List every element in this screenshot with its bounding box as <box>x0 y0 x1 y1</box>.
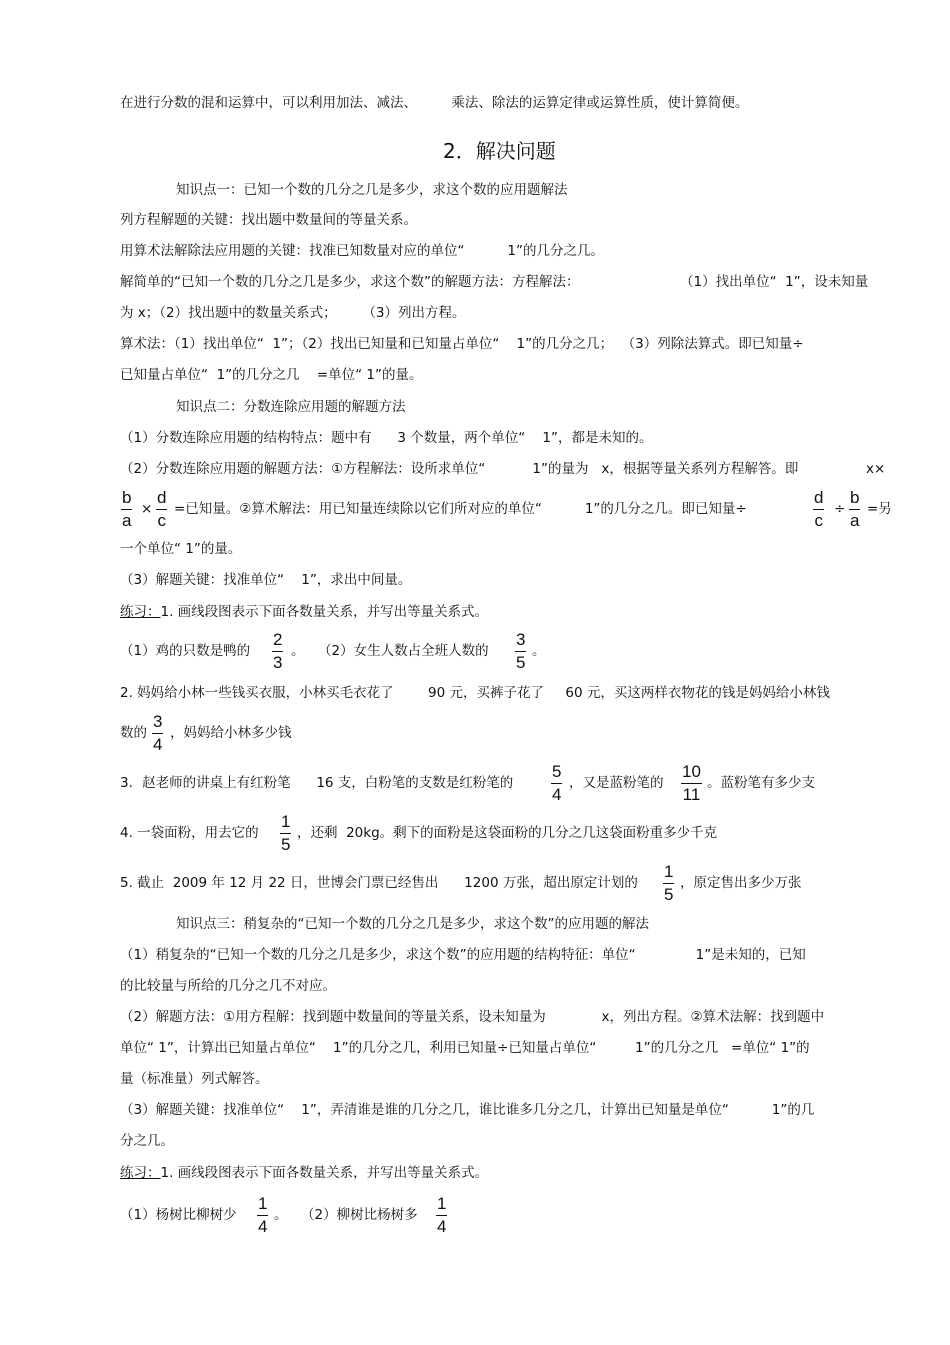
section-title: 2．解决问题 <box>443 139 556 163</box>
kp2-line3a: =已知量。②算术解法：用已知量连续除以它们所对应的单位“ 1”的几分之几。即已知量÷ <box>174 501 747 517</box>
kp2-line4: 一个单位“ 1”的量。 <box>120 541 242 557</box>
fraction-10-11 <box>681 762 702 805</box>
fraction-numerator: 2 <box>273 630 283 649</box>
fraction-numerator: 3 <box>516 630 526 649</box>
fraction-1-4-b <box>436 1194 447 1237</box>
intro-text: 在进行分数的混和运算中，可以利用加法、减法、 乘法、除法的运算定律或运算性质，使计算简便。 <box>120 95 749 111</box>
fraction-denominator: 3 <box>273 653 283 672</box>
problem5-text-a: 5. 截止 2009 年 12 月 22 日，世博会门票已经售出 1200 万张，超出原定计划的 <box>120 875 638 891</box>
fraction-numerator: 1 <box>281 812 291 831</box>
ex1-q1-end: 。 <box>291 643 305 659</box>
divide-sign: ÷ <box>834 501 846 517</box>
kp1-heading: 知识点一：已知一个数的几分之几是多少，求这个数的应用题解法 <box>176 182 568 198</box>
fraction-denominator: 4 <box>153 735 163 754</box>
fraction-numerator: 10 <box>682 762 701 781</box>
fraction-denominator: 5 <box>281 835 291 854</box>
fraction-5-4 <box>551 762 562 805</box>
fraction-b-over-a-2 <box>849 488 860 531</box>
kp2-line5: （3）解题关键：找准单位“ 1”，求出中间量。 <box>120 572 412 588</box>
fraction-1-5-b <box>663 862 674 905</box>
fraction-numerator: 1 <box>437 1194 447 1213</box>
fraction-denominator: 5 <box>664 885 674 904</box>
exercise1-header: 练习：1. 画线段图表示下面各数量关系，并写出等量关系式。 <box>120 604 489 620</box>
ex1-q2-text: （2）女生人数占全班人数的 <box>318 643 489 659</box>
fraction-denominator: 11 <box>682 785 701 804</box>
kp2-line2a: （2）分数连除应用题的解题方法：①方程解法：设所求单位“ 1”的量为 x，根据等量关系列方程解答。即 <box>120 461 799 477</box>
fraction-d-over-c <box>156 488 167 531</box>
fraction-numerator: d <box>157 488 167 507</box>
fraction-1-5 <box>280 812 291 855</box>
kp1-line4: 为 x；（2）找出题中的数量关系式； （3）列出方程。 <box>120 305 466 321</box>
fraction-numerator: 3 <box>153 712 163 731</box>
fraction-denominator: 5 <box>516 653 526 672</box>
kp3-heading: 知识点三：稍复杂的“已知一个数的几分之几是多少，求这个数”的应用题的解法 <box>176 916 649 932</box>
problem4-text-a: 4. 一袋面粉，用去它的 <box>120 825 259 841</box>
kp2-line3b: =另 <box>867 501 892 517</box>
kp2-heading: 知识点二：分数连除应用题的解题方法 <box>176 399 406 415</box>
problem5-text-b: ，原定售出多少万张 <box>680 875 802 891</box>
exercise2-header: 练习：1. 画线段图表示下面各数量关系，并写出等量关系式。 <box>120 1165 489 1181</box>
kp3-line2: 的比较量与所给的几分之几不对应。 <box>120 978 336 994</box>
ex1-q2-end: 。 <box>532 643 546 659</box>
kp1-line6: 已知量占单位“ 1”的几分之几 =单位“ 1”的量。 <box>120 367 423 383</box>
problem3-text-a: 3．赵老师的讲桌上有红粉笔 16 支，白粉笔的支数是红粉笔的 <box>120 775 514 791</box>
kp1-line2: 用算术法解除法应用题的关键：找准已知数量对应的单位“ 1”的几分之几。 <box>120 243 604 259</box>
problem2-line2a: 数的 <box>120 725 147 741</box>
fraction-denominator: c <box>814 511 823 530</box>
kp3-line5: 量（标准量）列式解答。 <box>120 1071 269 1087</box>
fraction-numerator: 1 <box>258 1194 268 1213</box>
ex2-q1-text: （1）杨树比柳树少 <box>120 1207 237 1223</box>
fraction-b-over-a <box>121 488 132 531</box>
fraction-denominator: a <box>122 511 132 530</box>
kp3-line1: （1）稍复杂的“已知一个数的几分之几是多少，求这个数”的应用题的结构特征：单位“ 1”是未知的，已知 <box>120 947 806 963</box>
fraction-numerator: 5 <box>552 762 562 781</box>
kp1-line3a: 解简单的“已知一个数的几分之几是多少，求这个数”的解题方法：方程解法： <box>120 274 580 290</box>
fraction-numerator: b <box>122 488 132 507</box>
kp2-line2b: x× <box>866 461 886 477</box>
kp3-line7: 分之几。 <box>120 1133 174 1149</box>
fraction-numerator: 1 <box>664 862 674 881</box>
problem4-text-b: ，还剩 20kg。剩下的面粉是这袋面粉的几分之几这袋面粉重多少千克 <box>297 825 718 841</box>
fraction-denominator: 4 <box>437 1217 447 1236</box>
fraction-denominator: 4 <box>552 785 562 804</box>
problem3-text-c: 。蓝粉笔有多少支 <box>707 775 815 791</box>
fraction-3-4 <box>152 712 163 755</box>
ex1-q1-text: （1）鸡的只数是鸭的 <box>120 643 251 659</box>
fraction-1-4 <box>257 1194 268 1237</box>
problem2-line1: 2. 妈妈给小林一些钱买衣服，小林买毛衣花了 90 元，买裤子花了 60 元，买这两样衣物花的钱是妈妈给小林钱 <box>120 685 830 701</box>
kp1-line5: 算术法：（1）找出单位“ 1”；（2）找出已知量和已知量占单位“ 1”的几分之几； （3）列除法算式。即已知量÷ <box>120 336 804 352</box>
kp3-line4: 单位“ 1”，计算出已知量占单位“ 1”的几分之几，利用已知量÷已知量占单位“ 1”的几分之几 =单位“ 1”的 <box>120 1040 810 1056</box>
fraction-2-3 <box>272 630 283 673</box>
fraction-denominator: a <box>850 511 860 530</box>
fraction-numerator: b <box>850 488 860 507</box>
ex2-q1-end: 。 <box>274 1207 288 1223</box>
fraction-numerator: d <box>814 488 824 507</box>
times-sign: × <box>141 501 153 517</box>
problem3-text-b: ，又是蓝粉笔的 <box>569 775 664 791</box>
kp3-line6: （3）解题关键：找准单位“ 1”，弄清谁是谁的几分之几，谁比谁多几分之几，计算出已知量是单位“ 1”的几 <box>120 1102 815 1118</box>
ex2-q2-text: （2）柳树比杨树多 <box>301 1207 418 1223</box>
kp1-line1: 列方程解题的关键：找出题中数量间的等量关系。 <box>120 212 417 228</box>
fraction-denominator: c <box>157 511 166 530</box>
kp2-line1: （1）分数连除应用题的结构特点：题中有 3 个数量，两个单位“ 1”，都是未知的。 <box>120 430 653 446</box>
kp1-line3b: （1）找出单位“ 1”，设未知量 <box>680 274 869 290</box>
kp3-line3: （2）解题方法：①用方程解：找到题中数量间的等量关系，设未知量为 x，列出方程。②算术法解：找到题中 <box>120 1009 825 1025</box>
problem2-line2b: ，妈妈给小林多少钱 <box>170 725 292 741</box>
fraction-denominator: 4 <box>258 1217 268 1236</box>
fraction-3-5 <box>515 630 526 673</box>
fraction-d-over-c-2 <box>813 488 824 531</box>
